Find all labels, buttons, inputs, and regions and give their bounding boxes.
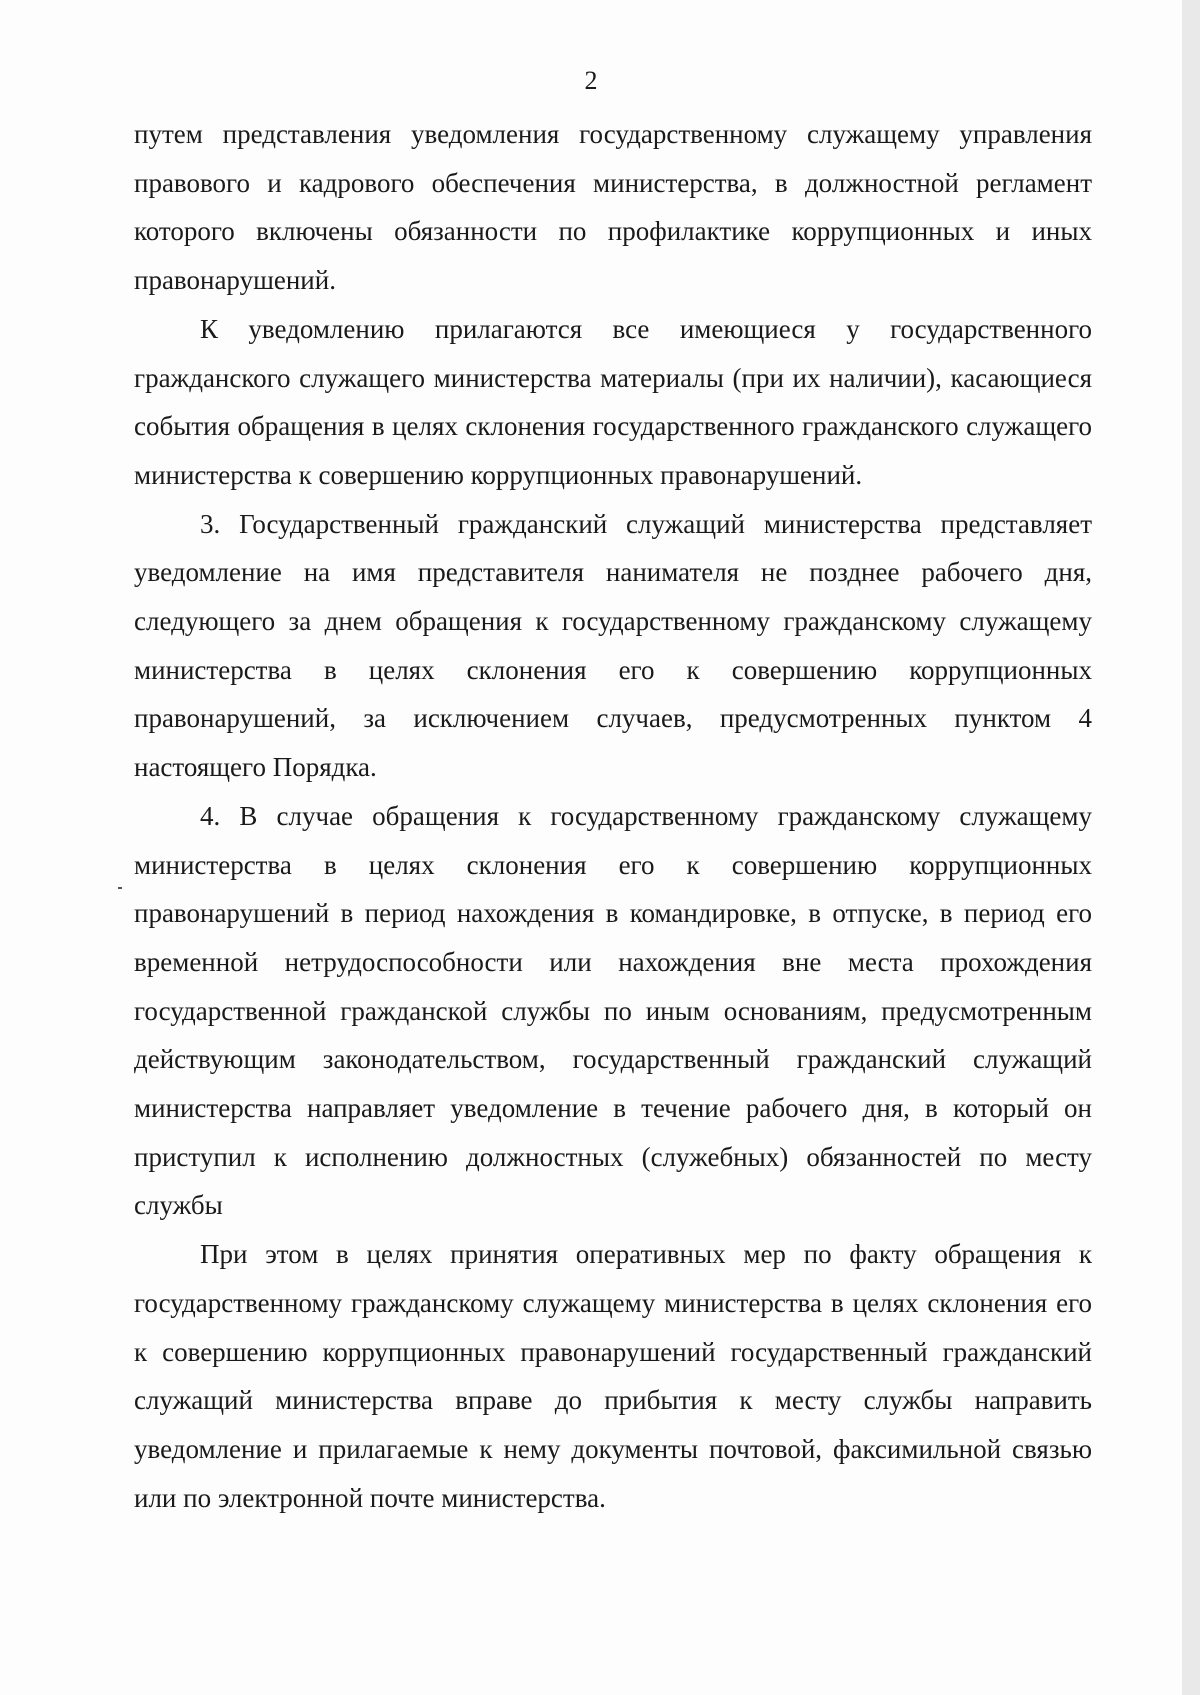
paragraph-item-3: 3. Государственный гражданский служащий министерства представляет уведомление на имя представителя нанимателя не позднее рабочего дня, следующего за днем обращения к государственному гражданскому служащему министерства в целях склонения его к совершению коррупционных правонарушений, за исключением случаев, предусмотренных пунктом 4 настоящего Порядка.	[134, 508, 1092, 783]
document-body	[134, 110, 1092, 1522]
scan-speck	[118, 887, 122, 889]
paragraph-attachments: К уведомлению прилагаются все имеющиеся у государственного гражданского служащего министерства материалы (при их наличии), касающиеся события обращения в целях склонения государственного гражданского служащего министерства к совершению коррупционных правонарушений.	[134, 313, 1092, 490]
paragraph-continuation: путем представления уведомления государственному служащему управления правового и кадрового обеспечения министерства, в должностной регламент которого включены обязанности по профилактике коррупционных и иных правонарушений.	[134, 119, 1092, 296]
paragraph-urgent-measures: При этом в целях принятия оперативных мер по факту обращения к государственному гражданскому служащему министерства в целях склонения его к совершению коррупционных правонарушений государственный гражданский служащий министерства вправе до прибытия к месту службы направить уведомление и прилагаемые к нему документы почтовой, факсимильной связью или по электронной почте министерства.	[134, 1239, 1092, 1513]
paragraph-item-4: 4. В случае обращения к государственному гражданскому служащему министерства в целях склонения его к совершению коррупционных правонарушений в период нахождения в командировке, в отпуске, в период его временной нетрудоспособности или нахождения вне места прохождения государственной гражданской службы по иным основаниям, предусмотренным действующим законодательством, государственный гражданский служащий министерства направляет уведомление в течение рабочего дня, в который он приступил к исполнению должностных (служебных) обязанностей по месту службы	[134, 800, 1092, 1221]
page-number: 2	[584, 66, 598, 95]
